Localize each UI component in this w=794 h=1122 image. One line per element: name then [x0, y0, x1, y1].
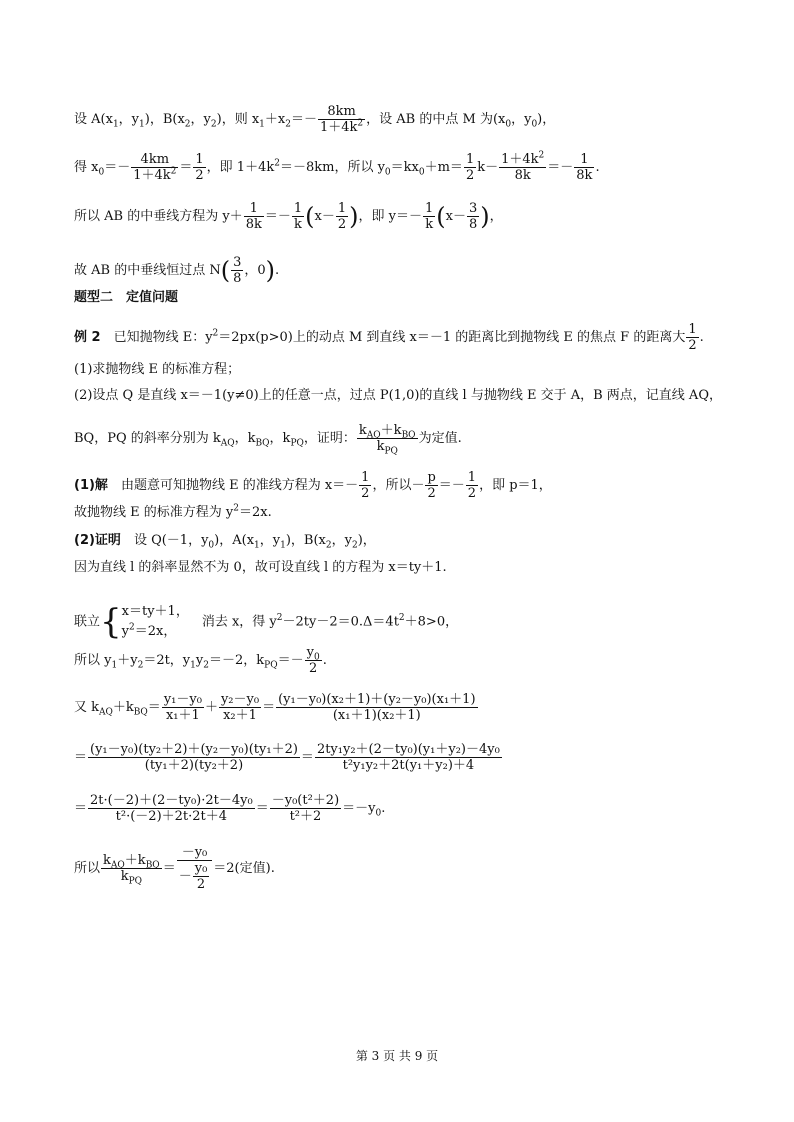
page-footer: 第 3 页 共 9 页: [355, 1049, 439, 1063]
fraction: $\frac{p}{2}$: [427, 470, 436, 501]
fraction: $\frac{8km}{1+4k^2}$: [320, 104, 364, 135]
fraction: $\frac{1}{2}$: [337, 201, 347, 232]
fraction: $\frac{1}{2}$: [467, 470, 477, 501]
solution-2-calc-1: 又 $k_{AQ}+k_{BQ}=$ $\frac{\text{y₁－y₀}}{\text{x₁＋1}}$ ＋ $\frac{\text{y₂－y₀}}{\text{x₂＋1}}$ ＝ $\frac{\text{(y₁－y₀)(x₂＋1)＋(y₂－y₀)(x₁＋1)}}{\text{(x₁＋1)(x₂＋1)}}$: [74, 692, 476, 723]
fraction: $\frac{4km}{1+4k^2}$: [133, 152, 177, 183]
fraction: $\frac{k_{AQ}+k_{BQ}}{k_{PQ}}$: [103, 853, 160, 887]
line-3: 所以 AB 的中垂线方程为 y＋ $\frac{1}{8k}$ ＝－ $\frac{1}{k}$ (x－ $\frac{1}{2}$ )，即 y＝－ $\frac{1}{k}$ (x－ $\frac{3}{8}$ )，: [74, 201, 503, 232]
solution-2-line: 因为直线 l 的斜率显然不为 0，故可设直线 l 的方程为 x＝ty＋1.: [74, 560, 447, 575]
question-2: (2)设点 Q 是直线 x＝－1(y≠0)上的任意一点，过点 P(1,0)的直线 l 与抛物线 E 交于 A，B 两点，记直线 AQ，: [74, 388, 722, 403]
fraction: $\frac{y_0}{2}$: [306, 645, 320, 676]
example-statement: 例 2 已知抛物线 E：$y^2=2px(p>0)$上的动点 M 到直线 x＝－1 的距离比到抛物线 E 的焦点 F 的距离大 $\frac{1}{2}$ .: [74, 322, 704, 353]
solution-2-system: 联立{ x＝ty＋1， $y^2=2x$， 消去 x，得 $y^2-2ty-2=0.\Delta=4t^2+8>0$，: [74, 602, 459, 642]
fraction: $\frac{1}{8k}$: [576, 152, 593, 183]
solution-2-conclusion: 所以 $\frac{k_{AQ}+k_{BQ}}{k_{PQ}}$ ＝ －y₀ － $\frac{\text{y₀}}{2}$ ＝2(定值).: [74, 845, 275, 892]
fraction: $\frac{\text{－y₀(t²＋2)}}{\text{t²＋2}}$: [271, 793, 340, 824]
fraction: $\frac{1+4k^2}{8k}$: [501, 150, 545, 183]
fraction: $\frac{\text{y₁－y₀}}{\text{x₁＋1}}$: [163, 692, 202, 723]
fraction: $\frac{1}{8k}$: [245, 201, 262, 232]
solution-2-vieta: 所以 $y_1+y_2=2t$，$y_1y_2=-2$，$k_{PQ}=-$ $\frac{y_0}{2}$ .: [74, 645, 327, 676]
question-2-cont: BQ，PQ 的斜率分别为 $k_{AQ}$，$k_{BQ}$，$k_{PQ}$，证明： $\frac{k_{AQ}+k_{BQ}}{k_{PQ}}$ 为定值.: [74, 423, 462, 457]
fraction: $\frac{1}{2}$: [465, 152, 475, 183]
fraction: $\frac{k_{AQ}+k_{BQ}}{k_{PQ}}$: [358, 423, 416, 457]
question-1: (1)求抛物线 E 的标准方程；: [74, 362, 241, 377]
solution-2-start: (2)证明 设 Q(－1，$y_0$)，$A(x_1$，$y_1$)，$B(x_2$，$y_2$)，: [74, 533, 376, 551]
solution-2-calc-2: ＝ $\frac{\text{(y₁－y₀)(ty₂＋2)＋(y₂－y₀)(ty₁＋2)}}{\text{(ty₁＋2)(ty₂＋2)}}$ ＝ $\frac{\text{2ty₁y₂＋(2－ty₀)(y₁＋y₂)－4y₀}}{\text{t²y₁y₂＋2t(y₁＋y₂)＋4}}$: [74, 742, 500, 773]
equation-system: x＝ty＋1， $y^2=2x$，: [121, 604, 189, 639]
section-heading: 题型二 定值问题: [74, 290, 179, 305]
fraction: $\frac{1}{2}$: [195, 152, 204, 183]
fraction: $\frac{1}{2}$: [361, 470, 370, 501]
fraction: $\frac{\text{(y₁－y₀)(ty₂＋2)＋(y₂－y₀)(ty₁＋2)}}{\text{(ty₁＋2)(ty₂＋2)}}$: [90, 742, 298, 773]
line-4: 故 AB 的中垂线恒过点 N( $\frac{3}{8}$ ，0).: [74, 255, 280, 286]
fraction: $\frac{1}{2}$: [688, 322, 697, 353]
solution-1-result: 故抛物线 E 的标准方程为 $y^2=2x$.: [74, 503, 272, 520]
fraction: $\frac{\text{y₀}}{2}$: [194, 861, 208, 892]
solution-2-calc-3: ＝ $\frac{\text{2t·(－2)＋(2－ty₀)·2t－4y₀}}{\text{t²·(－2)＋2t·2t＋4}}$ ＝ $\frac{\text{－y₀(t²＋2)}}{\text{t²＋2}}$ $=-y_0$.: [74, 793, 386, 824]
line-1: 设 $A(x_1$，$y_1$)，$B(x_2$，$y_2$)，则 $x_1+x_2=-$ $\frac{8km}{1+4k^2}$ ，设 AB 的中点 M 为($x_0$，$y_0$)，: [74, 104, 556, 135]
fraction: $\frac{\text{2t·(－2)＋(2－ty₀)·2t－4y₀}}{\text{t²·(－2)＋2t·2t＋4}}$: [90, 793, 253, 824]
fraction: $\frac{1}{k}$: [293, 201, 303, 232]
fraction: $\frac{3}{8}$: [469, 201, 478, 232]
line-2: 得 $x_0=-$ $\frac{4km}{1+4k^2}$ ＝ $\frac{1}{2}$ ，即 $1+4k^2=-8km$，所以 $y_0=kx_0+m=$ $\frac{1}{2}$ k－ $\frac{1+4k^2}{8k}$ ＝－ $\frac{1}{8k}$ .: [74, 150, 600, 183]
fraction: $\frac{\text{2ty₁y₂＋(2－ty₀)(y₁＋y₂)－4y₀}}{\text{t²y₁y₂＋2t(y₁＋y₂)＋4}}$: [316, 742, 500, 773]
solution-1: (1)解 由题意可知抛物线 E 的准线方程为 x＝－ $\frac{1}{2}$ ，所以－ $\frac{p}{2}$ ＝－ $\frac{1}{2}$ ，即 p＝1，: [74, 470, 552, 501]
fraction: －y₀ － $\frac{\text{y₀}}{2}$: [177, 845, 213, 892]
fraction: $\frac{\text{y₂－y₀}}{\text{x₂＋1}}$: [220, 692, 260, 723]
fraction: $\frac{1}{k}$: [425, 201, 434, 232]
fraction: $\frac{\text{(y₁－y₀)(x₂＋1)＋(y₂－y₀)(x₁＋1)}}{\text{(x₁＋1)(x₂＋1)}}$: [278, 692, 476, 723]
fraction: $\frac{3}{8}$: [233, 255, 242, 286]
